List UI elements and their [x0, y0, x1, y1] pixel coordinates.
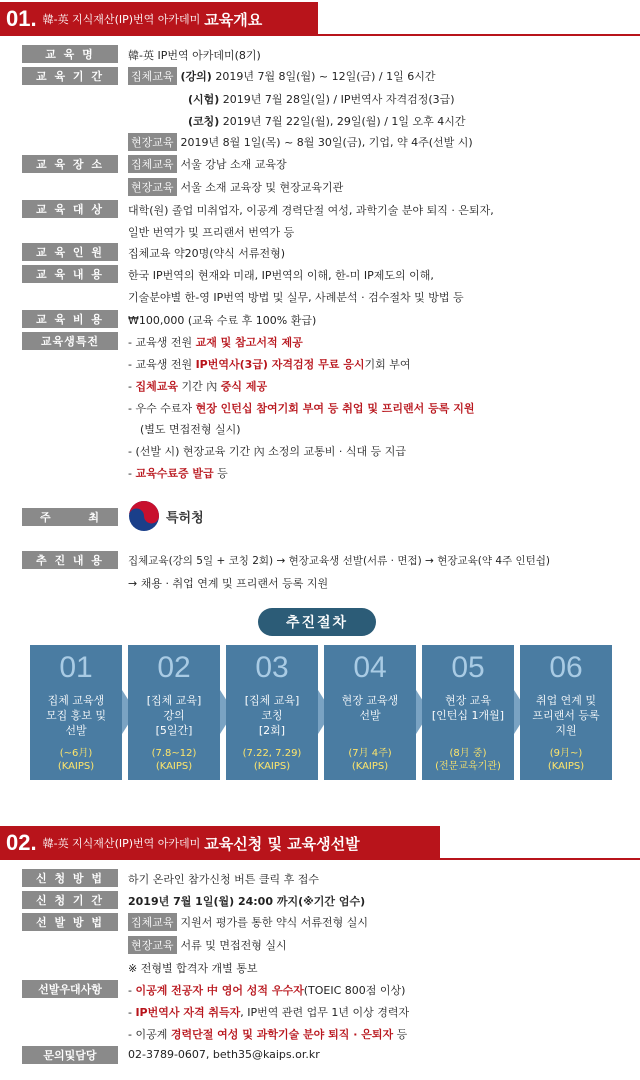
period-line-coaching: (코칭) 2019년 7월 22일(월), 29일(월) / 1일 오후 4시간	[188, 115, 466, 128]
progress-line-1: 집체교육(강의 5일 + 코칭 2회) → 현장교육생 선발(서류 · 면접) → 현장교육(약 4주 인턴쉽)	[128, 555, 551, 567]
section-subtitle: 韓-英 지식재산(IP)번역 아카데미	[42, 837, 201, 850]
kipo-emblem-icon	[128, 500, 160, 532]
label-apply-method: 신 청 방 법	[22, 869, 118, 887]
apply-method-value: 하기 온라인 참가신청 버튼 클릭 후 접수	[128, 873, 319, 886]
select-field: 현장교육 서류 및 면접전형 실시	[128, 936, 287, 954]
step-number: 01	[59, 651, 93, 684]
label-course-period: 교 육 기 간	[22, 67, 118, 85]
step-detail-line: (8月 중)	[449, 748, 487, 759]
step-title	[324, 693, 416, 741]
step-title-line: 프리랜서 등록	[532, 709, 600, 722]
pref-2: - IP번역사 자격 취득자, IP번역 관련 업무 1년 이상 경력자	[128, 1006, 410, 1019]
section-divider	[0, 858, 640, 860]
label-course-people: 교 육 인 원	[22, 243, 118, 261]
section-title: 교육신청 및 교육생선발	[204, 834, 360, 853]
step-detail-line: (KAIPS)	[155, 761, 193, 772]
period-line-field: 현장교육 2019년 8월 1일(목) ~ 8월 30일(금), 기업, 약 4주(선발 시)	[128, 133, 473, 151]
pref-3: - 이공계 경력단절 여성 및 과학기술 분야 퇴직 · 은퇴자 등	[128, 1028, 408, 1041]
step-detail-line: (KAIPS)	[57, 761, 95, 772]
procedure-title: 추진절차	[258, 608, 376, 636]
place-field: 현장교육 서울 소재 교육장 및 현장교육기관	[128, 178, 343, 196]
section-title-box	[0, 2, 318, 36]
target-line-2: 일반 번역가 및 프리랜서 번역가 등	[128, 226, 295, 239]
section-header-overview	[0, 2, 640, 36]
benefit-4-note: (별도 면접전형 실시)	[140, 423, 241, 436]
tag-field-training: 현장교육	[128, 133, 177, 151]
section-subtitle: 韓-英 지식재산(IP)번역 아카데미	[42, 13, 201, 26]
step-detail	[422, 747, 514, 773]
section-title: 교육개요	[204, 10, 263, 29]
step-title-line: 현장 교육	[444, 694, 491, 707]
host-name: 특허청	[166, 510, 204, 526]
step-number: 06	[549, 651, 583, 684]
benefit-2: - 교육생 전원 IP번역사(3급) 자격검정 무료 응시기회 부여	[128, 358, 411, 371]
period-line-lecture: 집체교육 (강의) 2019년 7월 8일(월) ~ 12일(금) / 1일 6시간	[128, 67, 436, 85]
step-number: 03	[255, 651, 289, 684]
step-title	[422, 693, 514, 741]
apply-period-value: 2019년 7월 1일(월) 24:00 까지(※기간 엄수)	[128, 895, 366, 908]
tag-group-training: 집체교육	[128, 67, 177, 85]
step-title-line: [인턴십 1개월]	[431, 709, 505, 722]
benefit-5: - (선발 시) 현장교육 기간 內 소정의 교통비 · 식대 등 지급	[128, 445, 407, 458]
step-number: 04	[353, 651, 387, 684]
procedure-step	[520, 645, 612, 780]
label-course-name: 교 육 명	[22, 45, 118, 63]
step-title	[226, 693, 318, 741]
benefit-1: - 교육생 전원 교재 및 참고서적 제공	[128, 336, 303, 349]
step-detail-line: (7.22, 7.29)	[242, 748, 302, 759]
label-course-place: 교 육 장 소	[22, 155, 118, 173]
step-title-line: 집체 교육생	[47, 694, 105, 707]
procedure-step	[422, 645, 514, 780]
section-number: 01.	[6, 6, 37, 31]
step-title-line: 강의	[163, 709, 185, 722]
step-title-line: 지원	[555, 724, 577, 737]
benefit-3: - 집체교육 기간 內 중식 제공	[128, 380, 268, 393]
label-apply-period: 신 청 기 간	[22, 891, 118, 909]
progress-line-2: → 채용 · 취업 연계 및 프리랜서 등록 지원	[128, 577, 329, 590]
content-line-1: 한국 IP번역의 현재와 미래, IP번역의 이해, 한-미 IP제도의 이해,	[128, 269, 434, 282]
host-logo	[128, 500, 204, 532]
procedure-step	[226, 645, 318, 780]
benefit-6: - 교육수료증 발급 등	[128, 467, 228, 480]
procedure-step	[324, 645, 416, 780]
step-title	[30, 693, 122, 741]
section-title-box	[0, 826, 440, 860]
section-header-application	[0, 826, 640, 860]
course-name-value: 韓-英 IP번역 아카데미(8기)	[128, 49, 261, 62]
people-value: 집체교육 약20명(약식 서류전형)	[128, 247, 286, 260]
step-detail-line: (KAIPS)	[547, 761, 585, 772]
step-title	[128, 693, 220, 741]
step-title-line: 모집 홍보 및	[45, 709, 107, 722]
step-detail	[128, 747, 220, 773]
label-benefits: 교육생특전	[22, 332, 118, 350]
step-title-line: [2회]	[258, 724, 286, 737]
label-contact: 문의및담당	[22, 1046, 118, 1064]
step-title-line: 취업 연계 및	[535, 694, 597, 707]
step-title-line: 선발	[359, 709, 381, 722]
place-group: 집체교육 서울 강남 소재 교육장	[128, 155, 287, 173]
step-detail-line: (9月~)	[549, 748, 583, 759]
step-detail	[520, 747, 612, 773]
contact-value[interactable]: 02-3789-0607, beth35@kaips.or.kr	[128, 1048, 320, 1061]
procedure-step	[128, 645, 220, 780]
period-line-exam: (시험) 2019년 7월 28일(일) / IP번역사 자격검정(3급)	[188, 93, 455, 106]
step-detail	[226, 747, 318, 773]
cost-value: ₩100,000 (교육 수료 후 100% 환급)	[128, 314, 317, 327]
section-divider	[0, 34, 640, 36]
label-course-cost: 교 육 비 용	[22, 310, 118, 328]
step-title-line: [집체 교육]	[146, 694, 202, 707]
step-detail	[30, 747, 122, 773]
step-detail	[324, 747, 416, 773]
benefit-4: - 우수 수료자 현장 인턴십 참여기회 부여 등 취업 및 프리랜서 등록 지원	[128, 402, 475, 415]
step-title-line: [5일간]	[155, 724, 193, 737]
label-select-method: 선 발 방 법	[22, 913, 118, 931]
label-progress: 추 진 내 용	[22, 551, 118, 569]
target-line-1: 대학(원) 졸업 미취업자, 이공계 경력단절 여성, 과학기술 분야 퇴직 · 은퇴자,	[128, 204, 494, 217]
pref-1: - 이공계 전공자 中 영어 성적 우수자(TOEIC 800점 이상)	[128, 984, 406, 997]
step-title-line: 선발	[65, 724, 87, 737]
step-detail-line: (~6月)	[59, 748, 93, 759]
step-title-line: 코칭	[261, 709, 283, 722]
step-detail-line: (KAIPS)	[351, 761, 389, 772]
step-title-line: [집체 교육]	[244, 694, 300, 707]
label-host: 주 최	[22, 508, 118, 526]
step-title	[520, 693, 612, 741]
section-number: 02.	[6, 830, 37, 855]
label-course-target: 교 육 대 상	[22, 200, 118, 218]
step-detail-line: (전문교육기관)	[435, 761, 501, 772]
procedure-step	[30, 645, 122, 780]
label-preference: 선발우대사항	[22, 980, 118, 998]
select-note: ※ 전형별 합격자 개별 통보	[128, 962, 258, 975]
label-course-content: 교 육 내 용	[22, 265, 118, 283]
select-group: 집체교육 지원서 평가를 통한 약식 서류전형 실시	[128, 913, 368, 931]
step-detail-line: (KAIPS)	[253, 761, 291, 772]
step-number: 05	[451, 651, 485, 684]
step-detail-line: (7月 4주)	[348, 748, 392, 759]
step-title-line: 현장 교육생	[341, 694, 399, 707]
content-line-2: 기술분야별 한-영 IP번역 방법 및 실무, 사례분석 · 검수절차 및 방법 등	[128, 291, 464, 304]
step-detail-line: (7.8~12)	[151, 748, 197, 759]
step-number: 02	[157, 651, 191, 684]
